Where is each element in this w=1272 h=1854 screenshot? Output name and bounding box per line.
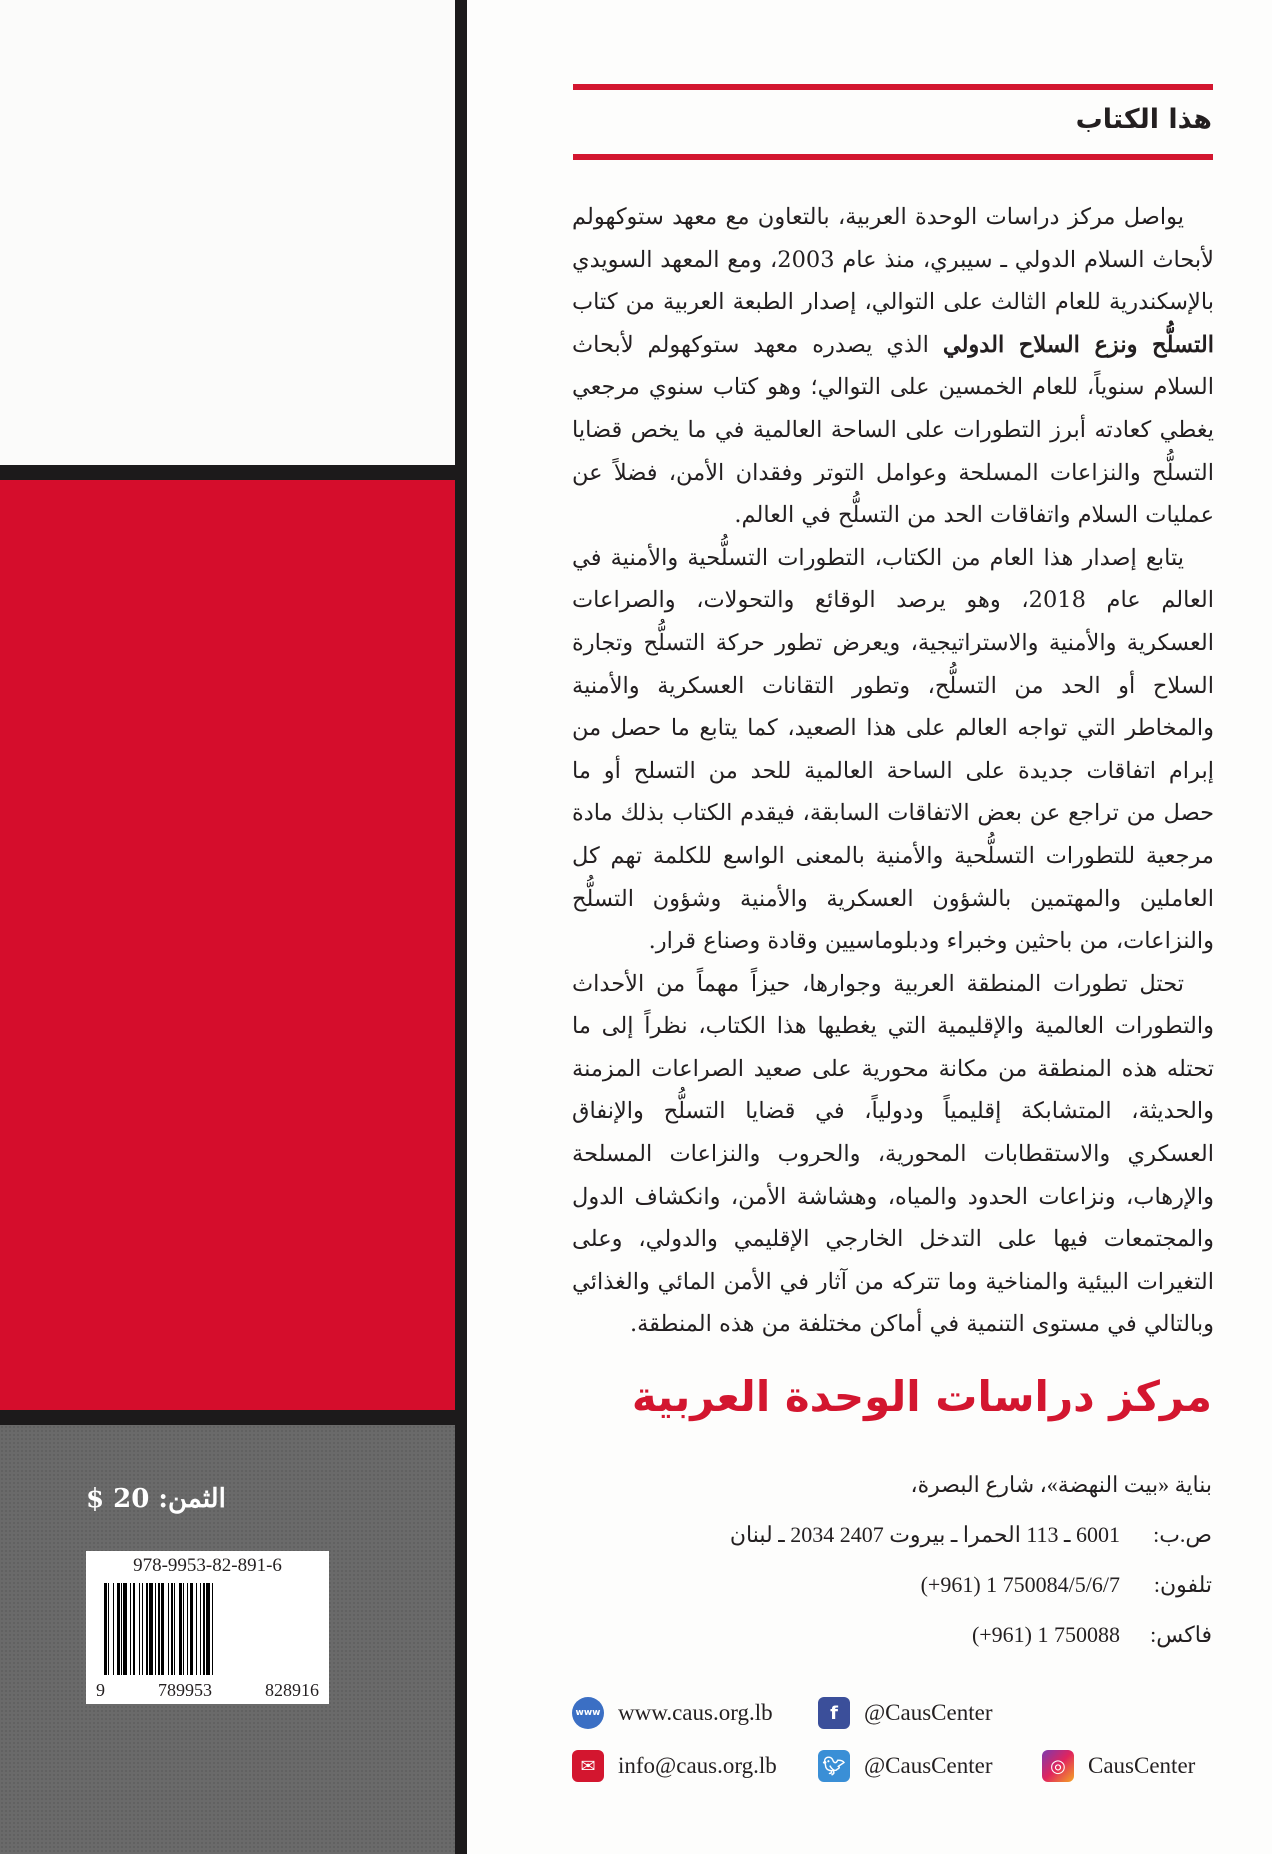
instagram-icon: ◎ [1042, 1750, 1074, 1782]
barcode-bar [213, 1583, 216, 1675]
pobox-line [730, 1522, 1212, 1548]
phone-value: (+961) 1 750084/5/6/7 [920, 1572, 1120, 1597]
cover-red-block [0, 480, 455, 1410]
email-text: info@caus.org.lb [618, 1753, 777, 1778]
paragraph-1 [572, 196, 1214, 537]
envelope-icon: ✉ [572, 1750, 604, 1782]
facebook-text: @CausCenter [864, 1700, 993, 1725]
twitter-text: @CausCenter [864, 1753, 993, 1778]
cover-divider [0, 465, 455, 480]
spine-stripe [455, 0, 467, 1854]
ean-right: 828916 [265, 1680, 319, 1700]
fax-line [972, 1622, 1212, 1648]
fax-label: فاكس: [1150, 1622, 1212, 1647]
paragraph-3: تحتل تطورات المنطقة العربية وجوارها، حيزاً مهماً من الأحداث والتطورات العالمية والإقليمية التي يغطيها هذا الكتاب، نظراً إلى ما تحتله هذه المنطقة من مكانة محورية على صعيد الصراعات المزمنة والحديثة، المتشابكة إقليمياً ودولياً، في قضايا التسلُّح والإنفاق العسكري والاستقطابات المحورية، والحروب والنزاعات المسلحة والإرهاب، ونزاعات الحدود والمياه، وهشاشة الأمن، وانكشاف الدول والمجتمعات فيها على التدخل الخارجي الإقليمي والدولي، وعلى التغيرات البيئية والمناخية وما تتركه من آثار في الأمن المائي والغذائي وبالتالي في مستوى التنمية في أماكن مختلفة من هذه المنطقة. [572, 970, 1214, 1338]
globe-icon: www [572, 1697, 604, 1729]
heading-rule-top [573, 84, 1213, 90]
phone-line [921, 1572, 1212, 1598]
cover-white-block [0, 0, 455, 465]
price-label: الثمن: 20 $ [86, 1484, 226, 1514]
ean-first: 9 [96, 1680, 105, 1700]
instagram-link[interactable] [1042, 1750, 1195, 1782]
twitter-icon: 🐦︎ [818, 1750, 850, 1782]
ean-left: 789953 [158, 1680, 212, 1700]
ean-digits [96, 1680, 319, 1701]
website-link[interactable] [572, 1697, 773, 1729]
twitter-link[interactable] [818, 1750, 993, 1782]
book-title: التسلُّح ونزع السلاح الدولي [942, 331, 1214, 358]
barcode-bars [104, 1583, 312, 1675]
blurb-text [572, 196, 1214, 1346]
paragraph-text: يواصل مركز دراسات الوحدة العربية، بالتعاون مع معهد ستوكهولم لأبحاث السلام الدولي ـ سيبري، منذ عام 2003، ومع المعهد السويدي بالإسكندرية للعام الثالث على التوالي، إصدار الطبعة العربية من كتاب [572, 204, 1214, 316]
fax-value: (+961) 1 750088 [971, 1622, 1120, 1647]
website-text: www.caus.org.lb [618, 1700, 773, 1725]
phone-label: تلفون: [1153, 1572, 1212, 1597]
instagram-text: CausCenter [1088, 1753, 1196, 1778]
paragraph-2: يتابع إصدار هذا العام من الكتاب، التطورات التسلُّحية والأمنية في العالم عام 2018، وهو يرصد الوقائع والتحولات، والصراعات العسكرية والأمنية والاستراتيجية، ويعرض تطور حركة التسلُّح وتجارة السلاح أو الحد من التسلُّح، وتطور التقانات العسكرية والأمنية والمخاطر التي تواجه العالم على هذا الصعيد، كما يتابع ما حصل من إبرام اتفاقات جديدة على الساحة العالمية للحد من التسلح أو ما حصل من تراجع عن بعض الاتفاقات السابقة، فيقدم الكتاب بذلك مادة مرجعية للتطورات التسلُّحية والأمنية بالمعنى الواسع للكلمة تهم كل العاملين والمهتمين بالشؤون العسكرية والأمنية وشؤون التسلُّح والنزاعات، من باحثين وخبراء ودبلوماسيين وقادة وصناع قرار. [572, 544, 1214, 955]
facebook-icon: f [818, 1697, 850, 1729]
pobox-label: ص.ب: [1153, 1522, 1212, 1547]
heading-rule-bottom [573, 154, 1213, 160]
section-heading: هذا الكتاب [1075, 104, 1212, 135]
cover-divider [0, 1410, 455, 1425]
pobox-value: 6001 ـ 113 الحمرا ـ بيروت 2407 2034 ـ لبنان [729, 1522, 1120, 1547]
isbn-barcode [86, 1551, 329, 1704]
paragraph-text: الذي يصدره معهد ستوكهولم لأبحاث السلام سنوياً، للعام الخمسين على التوالي؛ وهو كتاب سنوي مرجعي يغطي كعادته أبرز التطورات على الساحة العالمية في ما يخص قضايا التسلُّح والنزاعات المسلحة وعوامل التوتر وفقدان الأمن، فضلاً عن عمليات السلام واتفاقات الحد من التسلُّح في العالم. [572, 331, 1214, 529]
isbn-number: 978-9953-82-891-6 [133, 1555, 282, 1576]
email-link[interactable] [572, 1750, 777, 1782]
facebook-link[interactable] [818, 1697, 993, 1729]
address-line: بناية «بيت النهضة»، شارع البصرة، [910, 1472, 1212, 1497]
publisher-name: مركز دراسات الوحدة العربية [631, 1372, 1212, 1421]
